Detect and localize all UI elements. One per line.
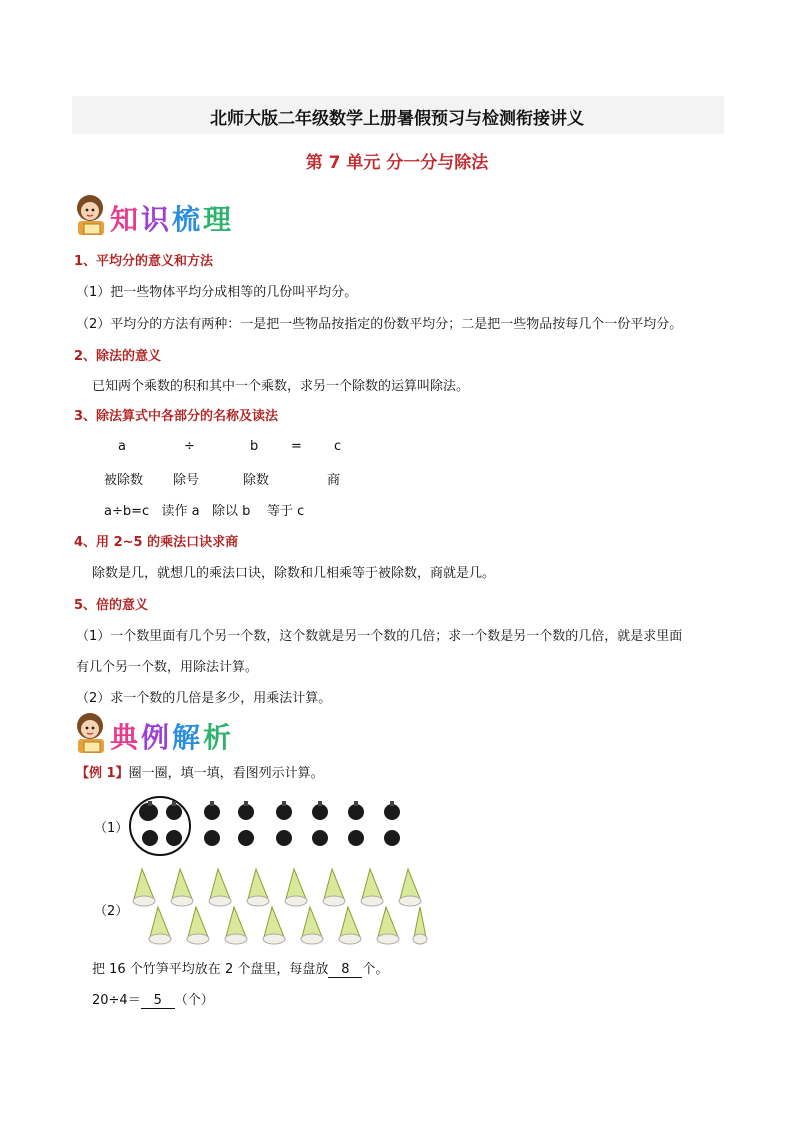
equation-text: 20÷4＝: [92, 993, 141, 1008]
answer-blank-2[interactable]: 5: [141, 993, 175, 1009]
example-1-label: 【例 1】: [76, 766, 129, 781]
girl-mascot-icon: [70, 708, 114, 758]
symbol-divisor: b: [250, 439, 259, 454]
name-divide-sign: 除号: [173, 473, 200, 488]
section-5-title: 5、倍的意义: [74, 598, 149, 613]
sentence-part-b: 个。: [362, 962, 389, 977]
example-1-equation: [92, 989, 214, 1009]
symbol-divide: ÷: [184, 439, 195, 454]
unit-title: 第 7 单元 分一分与除法: [305, 153, 489, 173]
girl-mascot-icon: [70, 190, 114, 240]
section-5-paragraph-1b: 有几个另一个数，用除法计算。: [76, 660, 259, 675]
answer-blank-1[interactable]: 8: [328, 962, 362, 978]
section-1-title: 1、平均分的意义和方法: [74, 254, 214, 269]
section-4-title: 4、用 2~5 的乘法口诀求商: [74, 535, 239, 550]
bamboo-shoot-icons: [133, 869, 427, 944]
symbol-quotient: c: [334, 439, 342, 454]
grouping-circle: [130, 797, 190, 855]
section-1-paragraph-1: （1）把一些物体平均分成相等的几份叫平均分。: [76, 285, 358, 300]
section-2-paragraph: 已知两个乘数的积和其中一个乘数，求另一个除数的运算叫除法。: [92, 379, 470, 394]
section-5-paragraph-2: （2）求一个数的几倍是多少，用乘法计算。: [76, 691, 332, 706]
knowledge-banner-text: 知识梳理: [110, 203, 235, 236]
examples-banner-text: 典例解析: [110, 721, 235, 754]
example-1-heading: [76, 762, 324, 781]
examples-banner: [70, 708, 330, 758]
symbol-equals: =: [291, 439, 302, 454]
berries-picture: [128, 795, 428, 857]
question-2-label: （2）: [94, 904, 129, 919]
name-divisor: 除数: [243, 473, 270, 488]
question-1-label: （1）: [94, 821, 129, 836]
section-1-paragraph-2: （2）平均分的方法有两种：一是把一些物品按指定的份数平均分；二是把一些物品按每几个一份平均分。: [76, 317, 683, 332]
section-3-title: 3、除法算式中各部分的名称及读法: [74, 409, 279, 424]
example-1-sentence: [92, 958, 388, 978]
name-dividend: 被除数: [104, 473, 144, 488]
knowledge-banner: [70, 190, 330, 240]
example-1-prompt: 圈一圈，填一填，看图列示计算。: [128, 766, 324, 781]
section-2-title: 2、除法的意义: [74, 349, 162, 364]
section-4-paragraph: 除数是几，就想几的乘法口诀，除数和几相乘等于被除数，商就是几。: [92, 566, 496, 581]
name-quotient: 商: [327, 473, 341, 488]
sentence-part-a: 把 16 个竹笋平均放在 2 个盘里，每盘放: [92, 962, 329, 977]
section-5-paragraph-1a: （1）一个数里面有几个另一个数，这个数就是另一个数的几倍；求一个数是另一个数的几倍，就是求里面: [76, 629, 683, 644]
document-title: 北师大版二年级数学上册暑假预习与检测衔接讲义: [210, 109, 584, 129]
equation-unit: （个）: [174, 993, 214, 1008]
symbol-dividend: a: [118, 439, 126, 454]
division-reading: a÷b=c 读作 a 除以 b 等于 c: [104, 504, 305, 519]
berry-icons: [142, 804, 400, 846]
berry-stems: [148, 801, 394, 806]
bamboo-shoots-picture: [128, 865, 428, 947]
